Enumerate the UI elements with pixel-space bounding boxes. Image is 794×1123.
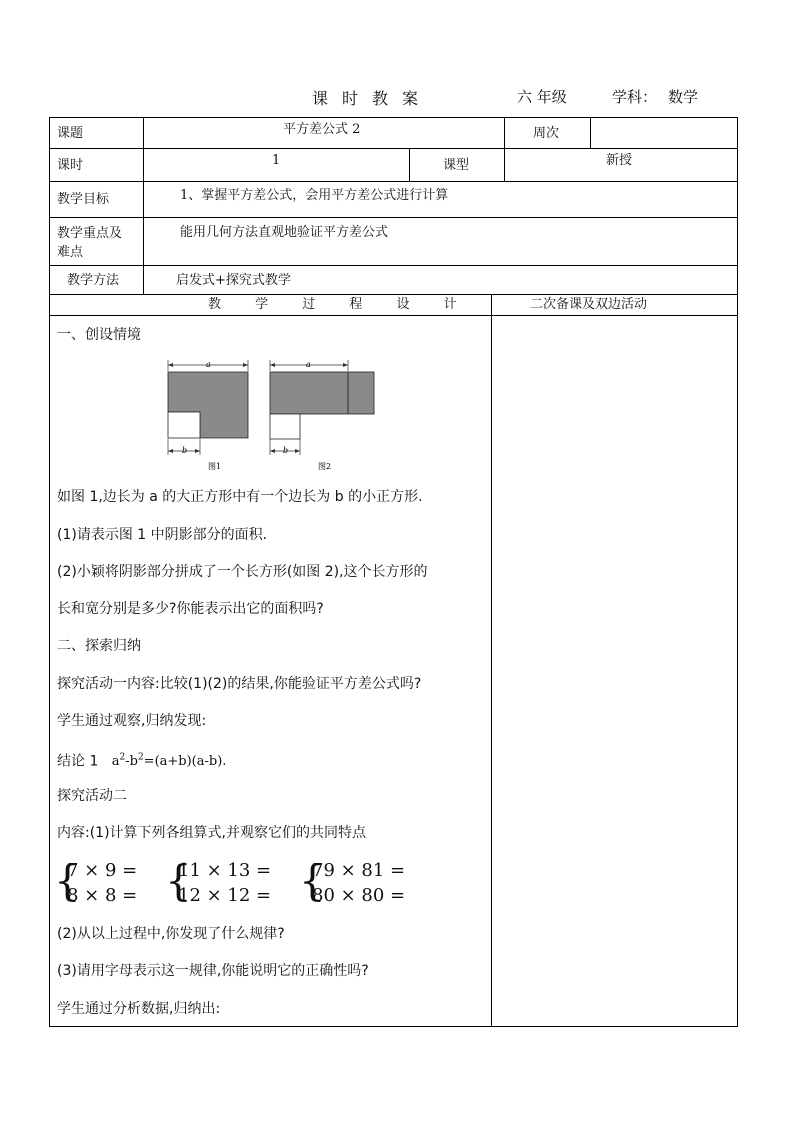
figure-2 [270,360,374,471]
brace-group-1: { [54,856,81,905]
brace-group-3: { [299,856,326,905]
goal-value: 1、掌握平方差公式，会用平方差公式进行计算 [180,188,449,203]
fig1-small-square [168,412,200,438]
conclusion-label: 结论 1 [57,753,99,770]
paragraph-1: 如图 1,边长为 a 的大正方形中有一个边长为 b 的小正方形. [57,489,423,505]
eq-1a: 7 × 9 = [67,860,138,881]
paragraph-5: 探究活动一内容:比较(1)(2)的结果,你能验证平方差公式吗? [57,676,422,692]
grade: 六 年级 [517,88,567,106]
fig1-label-b: b [182,446,188,455]
conclusion-1 [57,749,226,771]
eq-3a: 79 × 81 = [312,860,406,881]
paragraph-6: 学生通过观察,归纳发现: [57,713,207,729]
type-label: 课型 [443,158,470,173]
section-1-heading: 一、创设情境 [57,327,141,343]
paragraph-10: (2)从以上过程中,你发现了什么规律? [57,926,285,942]
type-value: 新授 [606,153,633,168]
key-label-1: 教学重点及 [57,226,123,241]
fig2-label-a: a [306,360,311,369]
hours-label: 课时 [57,158,84,173]
paragraph-4: 长和宽分别是多少?你能表示出它的面积吗? [57,601,324,617]
section-2-heading: 二、探索归纳 [57,638,141,654]
process-header: 教 学 过 程 设 计 [208,297,469,312]
fig2-caption: 图2 [318,462,332,471]
fig2-small-square [270,414,300,439]
fig2-label-b: b [283,446,289,455]
subject-label: 学科： [612,88,658,106]
method-label: 教学方法 [67,273,120,288]
eq-2b: 12 × 12 = [178,885,272,906]
eq-3b: 80 × 80 = [312,885,406,906]
paragraph-9: 内容:(1)计算下列各组算式,并观察它们的共同特点 [57,825,366,841]
week-label: 周次 [533,126,560,141]
paragraph-12: 学生通过分析数据,归纳出: [57,1001,221,1017]
brace-group-2: { [165,856,192,905]
goal-label: 教学目标 [57,192,110,207]
geometry-figure [160,355,390,475]
eq-2a: 11 × 13 = [178,860,272,881]
fig2-rect-left [270,372,348,414]
paragraph-8: 探究活动二 [57,788,127,804]
method-value: 启发式+探究式教学 [176,273,291,288]
topic-label: 课题 [57,126,84,141]
figure-1 [168,360,248,471]
fig1-label-a: a [206,360,211,369]
hours-value: 1 [272,153,281,168]
subject: 数学 [668,88,699,106]
eq-1b: 8 × 8 = [67,885,138,906]
conclusion-formula: $a^2-b^2=(a+b)(a-b)$. [111,753,227,770]
fig2-rect-right [348,372,374,414]
doc-title: 课时教案 [312,89,433,108]
key-label-2: 难点 [57,245,84,260]
second-prep-header: 二次备课及双边活动 [530,297,648,312]
paragraph-11: (3)请用字母表示这一规律,你能说明它的正确性吗? [57,963,369,979]
key-value: 能用几何方法直观地验证平方差公式 [180,225,389,240]
paragraph-2: (1)请表示图 1 中阴影部分的面积. [57,527,268,543]
topic-value: 平方差公式 2 [283,122,361,137]
fig1-caption: 图1 [208,462,222,471]
paragraph-3: (2)小颖将阴影部分拼成了一个长方形(如图 2),这个长方形的 [57,564,428,580]
